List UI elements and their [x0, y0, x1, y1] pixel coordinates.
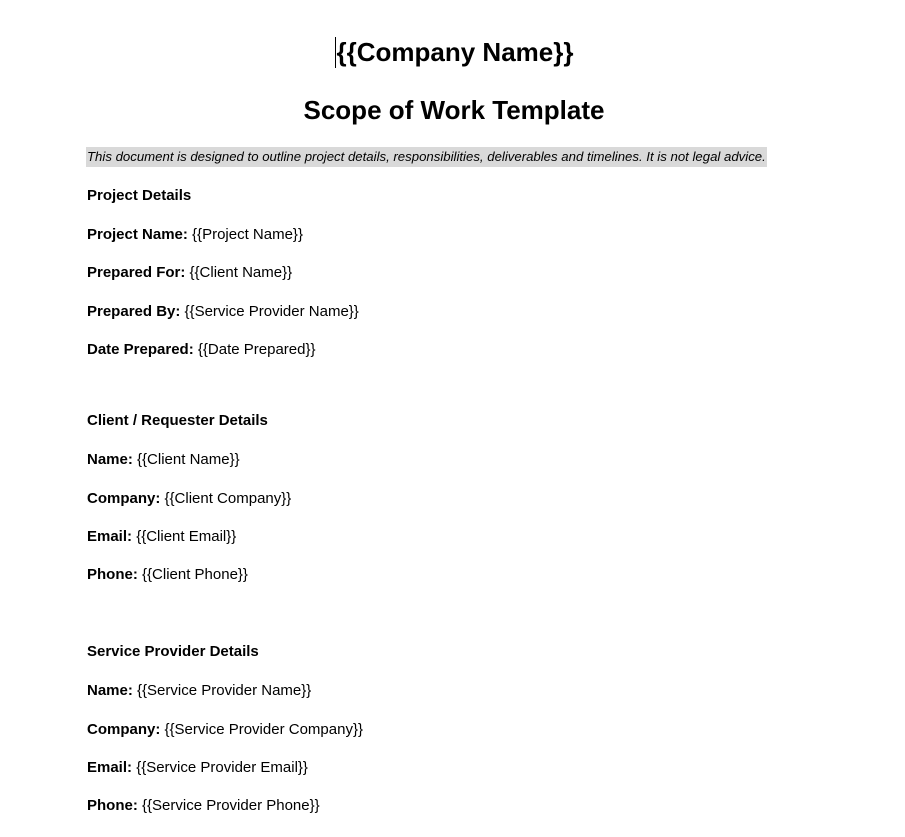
- field-label: Email:: [87, 759, 133, 776]
- field-label: Company:: [87, 721, 161, 738]
- provider-name-field[interactable]: [87, 681, 311, 701]
- field-label: Project Name:: [87, 226, 188, 243]
- field-label: Prepared By:: [87, 303, 181, 320]
- provider-company-field[interactable]: [87, 720, 363, 740]
- field-value[interactable]: {{Client Name}}: [137, 451, 240, 468]
- field-value[interactable]: {{Client Company}}: [164, 490, 292, 507]
- client-company-field[interactable]: [87, 489, 291, 509]
- document-title[interactable]: Scope of Work Template: [303, 95, 605, 125]
- prepared-for-field[interactable]: [87, 263, 292, 283]
- client-phone-field[interactable]: [87, 565, 248, 585]
- field-value[interactable]: {{Service Provider Name}}: [184, 303, 359, 320]
- disclaimer-text[interactable]: This document is designed to outline project details, responsibilities, deliverables and timelines. It is not legal advice.: [86, 147, 767, 167]
- project-name-field[interactable]: [87, 225, 303, 245]
- provider-phone-field[interactable]: [87, 796, 320, 816]
- field-value[interactable]: {{Service Provider Email}}: [136, 759, 308, 776]
- client-email-field[interactable]: [87, 527, 236, 547]
- field-value[interactable]: {{Service Provider Company}}: [164, 721, 363, 738]
- provider-email-field[interactable]: [87, 758, 308, 778]
- field-value[interactable]: {{Service Provider Name}}: [137, 682, 312, 699]
- field-value[interactable]: {{Client Phone}}: [142, 566, 248, 583]
- field-value[interactable]: {{Client Name}}: [189, 264, 293, 281]
- prepared-by-field[interactable]: [87, 302, 359, 322]
- company-name-heading[interactable]: [0, 34, 905, 70]
- field-label: Phone:: [87, 566, 138, 583]
- client-name-field[interactable]: [87, 450, 240, 470]
- field-label: Name:: [87, 682, 133, 699]
- project-details-heading[interactable]: Project Details: [87, 187, 192, 204]
- field-value[interactable]: {{Project Name}}: [192, 226, 303, 243]
- field-label: Name:: [87, 451, 133, 468]
- company-name-text[interactable]: {{Company Name}}: [336, 37, 574, 67]
- field-label: Company:: [87, 490, 161, 507]
- provider-details-heading[interactable]: Service Provider Details: [87, 643, 259, 660]
- field-label: Phone:: [87, 797, 138, 814]
- field-label: Email:: [87, 528, 133, 545]
- field-value[interactable]: {{Client Email}}: [136, 528, 237, 545]
- field-value[interactable]: {{Date Prepared}}: [197, 341, 316, 358]
- field-label: Date Prepared:: [87, 341, 194, 358]
- text-cursor: [335, 37, 336, 68]
- field-label: Prepared For:: [87, 264, 186, 281]
- field-value[interactable]: {{Service Provider Phone}}: [142, 797, 320, 814]
- client-details-heading[interactable]: Client / Requester Details: [87, 412, 268, 429]
- date-prepared-field[interactable]: [87, 340, 316, 360]
